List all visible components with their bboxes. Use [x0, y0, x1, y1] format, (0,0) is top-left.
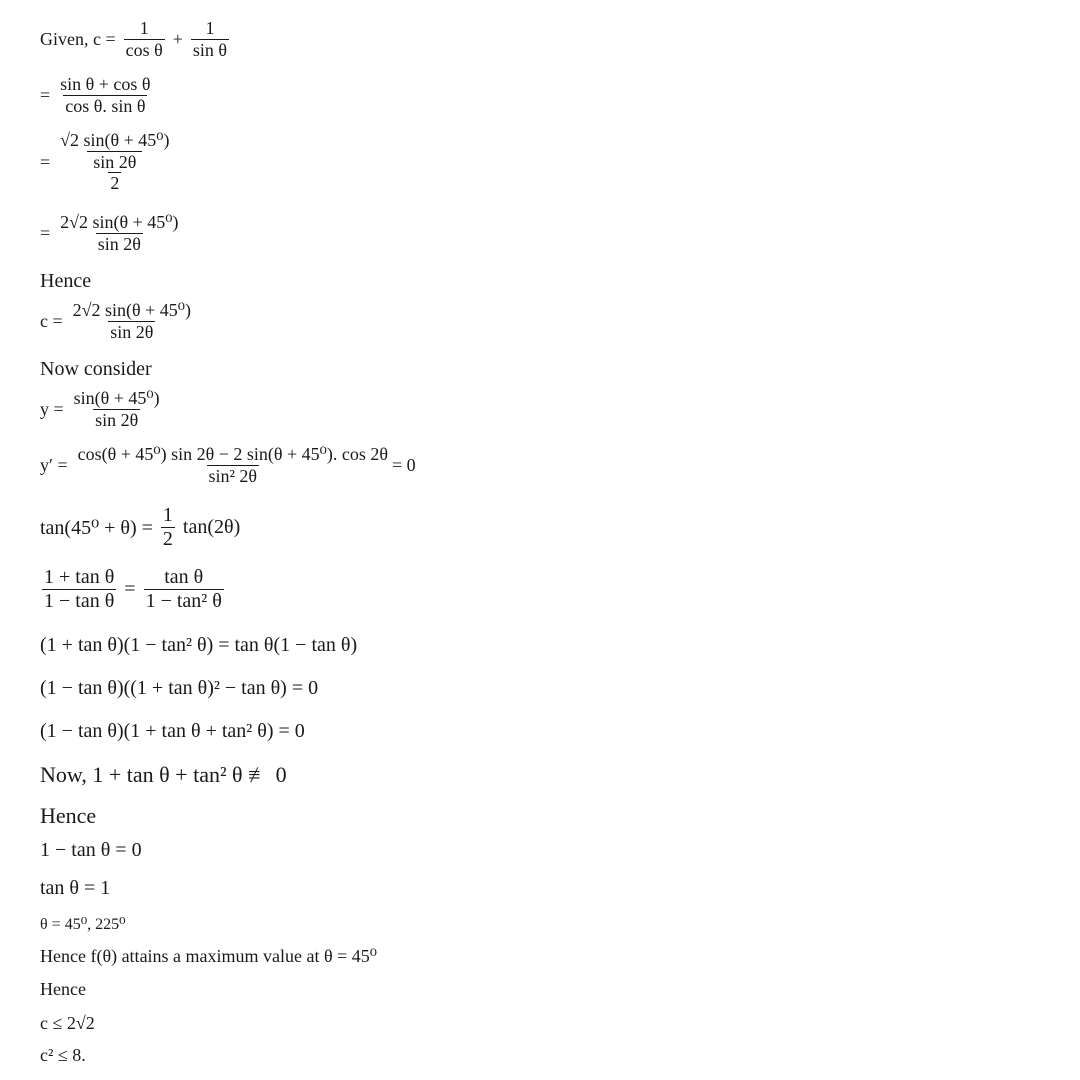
lhs: y′ =	[40, 454, 68, 475]
numerator: cos(θ + 45⁰) sin 2θ − 2 sin(θ + 45⁰). cos 2θ	[77, 444, 388, 464]
denominator: 1 − tan θ	[44, 590, 115, 612]
tan-equation	[40, 504, 240, 551]
right-fraction	[144, 566, 224, 613]
compound-fraction	[58, 130, 171, 194]
maximum-line: Hence f(θ) attains a maximum value at θ = 45⁰	[40, 946, 377, 966]
denominator: sin 2θ	[95, 409, 139, 430]
numerator: 1	[205, 18, 215, 38]
numerator: 1	[139, 18, 149, 38]
numerator: sin(θ + 45⁰)	[73, 388, 160, 408]
now-consider: Now consider	[40, 358, 152, 380]
numerator: √2 sin(θ + 45⁰)	[60, 130, 170, 150]
y-derivative	[40, 444, 416, 486]
denominator: cos θ	[125, 39, 163, 60]
fraction	[58, 212, 180, 254]
equals-sign: =	[124, 578, 136, 600]
numerator: sin θ + cos θ	[60, 74, 151, 94]
plus-sign: +	[172, 28, 183, 49]
lhs: tan(45⁰ + θ) =	[40, 517, 153, 539]
fraction	[72, 388, 162, 430]
numerator: 2√2 sin(θ + 45⁰)	[72, 300, 192, 320]
given-prefix: Given, c =	[40, 28, 116, 49]
inner-fraction	[91, 152, 138, 194]
fraction	[58, 74, 152, 116]
equals-sign: =	[40, 151, 51, 172]
equals-sign: =	[40, 222, 51, 243]
theta-values: θ = 45⁰, 225⁰	[40, 916, 126, 933]
hence-heading-2: Hence	[40, 803, 97, 828]
equals-sign: =	[40, 84, 51, 105]
numerator: sin 2θ	[93, 151, 137, 172]
denominator: cos θ. sin θ	[65, 95, 146, 116]
lhs: c =	[40, 310, 63, 331]
denominator	[87, 151, 142, 194]
denominator: sin 2θ	[97, 233, 141, 254]
denominator: sin² 2θ	[208, 465, 258, 486]
numerator: 1	[162, 504, 173, 526]
c-result	[40, 300, 195, 342]
numerator: tan θ	[164, 566, 204, 588]
hence-heading-1: Hence	[40, 270, 92, 292]
fraction-1-over-cos	[124, 18, 165, 60]
one-minus-tan: 1 − tan θ = 0	[40, 839, 142, 861]
denominator: sin 2θ	[110, 321, 154, 342]
fraction-1-over-sin	[191, 18, 229, 60]
hence-heading-3: Hence	[40, 979, 86, 999]
denominator: 2	[162, 528, 173, 550]
given-line	[40, 18, 231, 60]
tan-equals-one: tan θ = 1	[40, 877, 111, 899]
lhs: y =	[40, 398, 64, 419]
fraction	[76, 444, 390, 486]
denominator: 2	[110, 173, 120, 194]
c-inequality: c ≤ 2√2	[40, 1013, 95, 1033]
numerator: 2√2 sin(θ + 45⁰)	[60, 212, 179, 232]
left-fraction	[42, 566, 116, 613]
y-definition	[40, 388, 164, 430]
rhs: tan(2θ)	[182, 516, 241, 538]
tan-fraction-equation	[40, 566, 226, 613]
rhs: = 0	[391, 454, 416, 475]
now-line: Now, 1 + tan θ + tan² θ ≢ 0	[40, 762, 287, 787]
step-2	[40, 130, 174, 194]
step-3	[40, 212, 183, 254]
step-1	[40, 74, 155, 116]
denominator: sin θ	[192, 39, 228, 60]
numerator: 1 + tan θ	[44, 566, 115, 588]
expansion-2: (1 − tan θ)((1 + tan θ)² − tan θ) = 0	[40, 677, 319, 699]
c-squared-inequality: c² ≤ 8.	[40, 1045, 86, 1065]
half-fraction	[161, 504, 175, 551]
denominator: 1 − tan² θ	[145, 590, 222, 612]
expansion-1: (1 + tan θ)(1 − tan² θ) = tan θ(1 − tan θ)	[40, 634, 358, 656]
expansion-3: (1 − tan θ)(1 + tan θ + tan² θ) = 0	[40, 720, 305, 742]
fraction	[71, 300, 193, 342]
